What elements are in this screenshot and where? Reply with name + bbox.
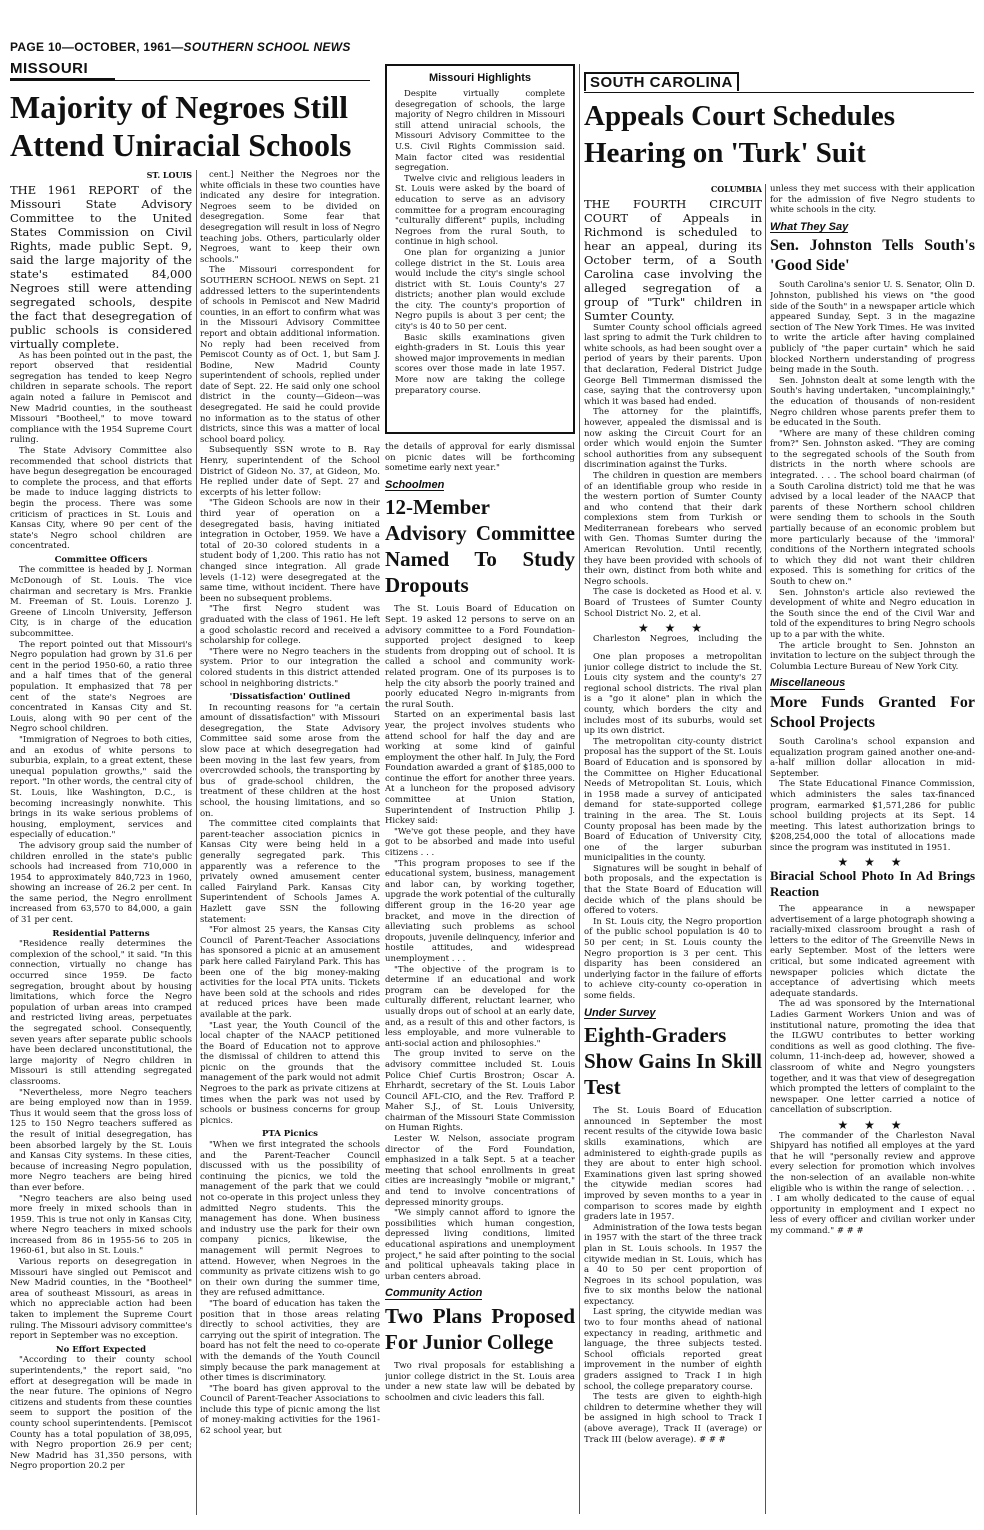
paragraph: unless they met success with their application for the admission of five Negro students to white schools in the city. <box>770 184 975 216</box>
paragraph: Signatures will be sought in behalf of both proposals, and the expectation is that the State Board of Education will decide which of the plans should be offered to voters. <box>584 863 762 917</box>
paragraph: One plan proposes a metropolitan junior college district to include the St. Louis city system and the county's 27 regional school districts. The rival plan is a "go it alone" plan in which the county, which borders the city and includes most of its suburbs, would set up its own district. <box>584 652 762 737</box>
paragraph: "The board of education has taken the position that in those areas relating directly to school activities, they are carrying out the spirit of integration. The board has not felt the need to co-operate with the demands of the Youth Council simply because the park management at other times is discriminatory. <box>200 1298 380 1384</box>
column-3 <box>385 442 575 1517</box>
lead-paragraph: THE FOURTH CIRCUIT COURT of Appeals in Richmond is scheduled to hear an appeal, during its October term, of a South Carolina case involving the alleged segregation of a group of "Turk" children in Sumter County. <box>584 196 762 323</box>
kicker-what-they-say: What They Say <box>770 220 849 233</box>
dateline: ST. LOUIS <box>146 170 192 180</box>
paragraph: "For almost 25 years, the Kansas City Council of Parent-Teacher Associations has sponsored a picnic at an amusement park here called Fairyland Park. This has been one of the big money-making activities for the local PTA units. Tickets have been sold at the schools and rides at reduced prices have been made available at the park. <box>200 925 380 1020</box>
paragraph: "Residence really determines the complexion of the school," it said. "In this connection, virtually no change has occurred since 1959. De facto segregation, brought about by housing limitations, which force the Negro population of urban areas into cramped and restricted living areas, perpetuates the segregated school. Consequently, seven years after separate public schools have been declared unconstitutional, the large majority of Negro children in Missouri is still attending segregated classrooms. <box>10 939 192 1087</box>
separator-stars: ★ ★ ★ <box>837 855 908 870</box>
paper-name: SOUTHERN SCHOOL NEWS <box>183 40 351 54</box>
paragraph: In recounting reasons for "a certain amount of dissatisfaction" with Missouri desegregation, the State Advisory Committee said some arose from the slow pace at which desegregation had been moving in the last few years, from overcrowded schools, the transporting by bus of grade-school children, the treatment of these children at the host school, the housing limitations, and so on. <box>200 702 380 819</box>
section-rule <box>10 80 370 81</box>
funds-headline: More Funds Granted For School Projects <box>770 693 975 731</box>
section-south-carolina: SOUTH CAROLINA <box>584 72 739 91</box>
subhead: Residential Patterns <box>52 928 150 939</box>
paragraph: South Carolina's senior U. S. Senator, Olin D. Johnston, published his views on "the good side of the South" in a newspaper article which appeared Sunday, Sept. 3 in the magazine section of The New York Times. He was invited to write the article after having complained publicly of "the paper curtain" which he said blocked Northern understanding of progress being made in the South. <box>770 280 975 376</box>
section-missouri: MISSOURI <box>10 60 115 80</box>
paragraph: "There were no Negro teachers in the system. Prior to our integration the colored students in this district attended school in neighboring districts." <box>200 646 380 689</box>
paragraph: The State Advisory Committee also recommended that school districts that have begun desegregation be encouraged to complete the process, and that efforts be made to induce lagging districts to begin the process. There was some criticism of practices in St. Louis and Kansas City, where 90 per cent of the state's Negro school children are concentrated. <box>10 445 192 552</box>
continued-text: the details of approval for early dismissal on picnic dates will be forthcoming sometime early next year." <box>385 442 575 474</box>
paragraph: The case is docketed as Hood et al. v. Board of Trustees of Sumter County School District No. 2, et al. <box>584 587 762 619</box>
subhead: No Effort Expected <box>55 1344 147 1355</box>
paragraph: The ad was sponsored by the International Ladies Garment Workers Union and was of institutional nature, promoting the idea that the ILGWU contributes to better working conditions as well as good clothing. The five-column, 11-inch-deep ad, however, showed a classroom of white and Negro youngsters together, and it was that view of desegregation which prompted the letters of complaint to the newspaper. One letter carried a notice of cancellation of subscription. <box>770 999 975 1116</box>
paragraph: "We simply cannot afford to ignore the possibilities which human congestion, depressed living conditions, limited educational aspirations and unemployment project," he said after pointing to the social and political upheavals taking place in urban centers abroad. <box>385 1208 575 1282</box>
column-5 <box>770 184 975 1517</box>
paragraph: "This program proposes to see if the educational system, business, management and labor can, by working together, upgrade the work potential of the culturally different group in the 16-20 year age bracket, and move in the direction of alleviating such problems as school dropouts, juvenile delinquency, inferior and hostile attitudes, and widespread unemployment . . . <box>385 858 575 964</box>
paragraph: Twelve civic and religious leaders in St. Louis were asked by the board of education to serve as an advisory committee for a program encouraging "culturally different" pupils, including Negroes from the rural South, to continue in high school. <box>395 173 565 248</box>
paragraph: "Nevertheless, more Negro teachers are being employed now than in 1959. Thus it would seem that the gross loss of 125 to 150 Negro teachers suffered as the result of initial desegregation, has been absorbed largely by the St. Louis and Kansas City systems. In these cities, because of increasing Negro population, more Negro teachers are being hired than ever before. <box>10 1087 192 1193</box>
paragraph: "We've got these people, and they have got to be absorbed and made into useful citizens . . . <box>385 826 575 859</box>
paragraph: "The objective of the program is to determine if an educational and work program can be developed for the culturally different, reluctant learner, who usually drops out of school at an early date, and, as a result of this and other factors, is less employable, and more vulnerable to anti-social action and philosophies." <box>385 964 575 1049</box>
paragraph: South Carolina's school expansion and equalization program gained another one-and-a-half million dollar allocation in mid-September. <box>770 736 975 779</box>
paragraph: Started on an experimental basis last year, the project involves students who attend school for half the day and are working at some kind of gainful employment the other half. In July, the Ford Foundation awarded a grant of $185,000 to continue the effort for another three years. At a luncheon for the proposed advisory committee at Union Station, Superintendent of Instruction Philip J. Hickey said: <box>385 710 575 827</box>
advisory-headline: 12-Member Advisory Committee Named To Study Dropouts <box>385 495 575 598</box>
paragraph: Administration of the Iowa tests began in 1957 with the start of the three track plan in St. Louis schools. In 1957 the citywide median in St. Louis, which has a 40 to 50 per cent proportion of Negroes in its school population, was five to six months below the national expectancy. <box>584 1222 762 1307</box>
paragraph: Despite virtually complete desegregation of schools, the large majority of Negro children in Missouri still attend uniracial schools, the Missouri Advisory Committee to the U.S. Civil Rights Commission said. Main factor cited was residential segregation. <box>395 89 565 174</box>
sc-column-1 <box>584 184 762 644</box>
paragraph: The metropolitan city-county district proposal has the support of the St. Louis Board of Education and is sponsored by the Committee on Higher Educational Needs of Metropolitan St. Louis, which in 1958 made a survey of anticipated demand for state-supported college training in the area. The St. Louis County proposal has been made by the Board of Education of University City, one of the larger suburban municipalities in the county. <box>584 736 762 864</box>
paragraph: "The board has given approval to the Council of Parent-Teacher Associations to include this type of picnic among the list of money-making activities for the 1961-62 school year, but <box>200 1383 380 1437</box>
paragraph: Lester W. Nelson, associate program director of the Ford Foundation, emphasized in a talk Sept. 5 at a teacher meeting that school enrollments in great cities are increasingly "mobile or migrant," and tend to involve concentrations of depressed minority groups. <box>385 1134 575 1208</box>
junior-college-headline: Two Plans Proposed For Junior College <box>385 1303 575 1354</box>
subhead: PTA Picnics <box>262 1129 318 1140</box>
kicker-schoolmen: Schoolmen <box>385 478 445 491</box>
paragraph: The group invited to serve on the advisory committee included St. Louis Police Chief Curtis Brostron; Oscar A. Ehrhardt, secretary of the St. Louis Labor Council AFL-CIO, and the Rev. Trafford P. Maher S.J., of St. Louis University, chairman of the Missouri State Commission on Human Rights. <box>385 1049 575 1134</box>
section-rule <box>584 92 974 93</box>
paragraph: "When we first integrated the schools and the Parent-Teacher Council discussed with us the possibility of continuing the picnics, we told the management of the park that we could not co-operate in this project unless they admitted Negro students. This the management has done. When business and industry use the park for their own company picnics, likewise, the management will permit Negroes to attend. However, when Negroes in the community as private citizens wish to go on their own during the summer time, they are refused admittance. <box>200 1140 380 1299</box>
paragraph: The committee is headed by J. Norman McDonough of St. Louis. The vice chairman and secretary is Mrs. Frankie M. Freeman of St. Louis. Lorenzo J. Greene of Lincoln University, Jefferson City, is in charge of the education subcommittee. <box>10 565 192 640</box>
paragraph: "Negro teachers are also being used more freely in mixed schools than in 1959. This is true not only in Kansas City, where Negro teachers in mixed schools increased from 86 in 1955-56 to 205 in 1960-61, but also in St. Louis." <box>10 1193 192 1257</box>
johnston-headline: Sen. Johnston Tells South's 'Good Side' <box>770 237 975 275</box>
column-4-lower <box>584 652 762 1517</box>
paragraph: The State Educational Finance Commission, which administers the sales tax-financed program, earmarked $1,571,286 for public school building projects at its Sept. 14 meeting. This latest authorization brings to $208,254,000 the total of allocations made since the program was instituted in 1951. <box>770 779 975 853</box>
paragraph: Sen. Johnston dealt at some length with the South's having undertaken, "uncomplainingly," the education of thousands of non-resident Negro children whose parents prefer them to be educated in the South. <box>770 375 975 429</box>
photo-headline: Biracial School Photo In Ad Brings Reaction <box>770 868 975 900</box>
running-head <box>10 40 570 54</box>
subhead: Committee Officers <box>54 554 148 565</box>
kicker-community-action: Community Action <box>385 1287 483 1300</box>
subhead: 'Dissatisfaction' Outlined <box>229 692 351 703</box>
separator-stars: ★ ★ ★ <box>837 1117 908 1132</box>
paragraph: The commander of the Charleston Naval Shipyard has notified all employes at the yard that he will "personally review and approve every selection for promotion which involves the non-selection of an available non-white eligible who is within the range of selection. . . . I am wholly dedicated to the cause of equal opportunity in employment and I expect no less of every officer and civilian worker under my command." # # # <box>770 1130 975 1236</box>
kicker-under-survey: Under Survey <box>584 1006 656 1019</box>
paragraph: cent.] Neither the Negroes nor the white officials in these two counties have indicated any desire for integration. Negroes seem to be divided on desegregation. Some fear that desegregation will result in loss of Negro teaching jobs. Others, particularly older Negroes, want to keep their own schools." <box>200 170 380 265</box>
page-dateline: PAGE 10—OCTOBER, 1961— <box>10 40 184 54</box>
paragraph: The report pointed out that Missouri's Negro population had grown by 31.6 per cent in the period 1950-60, a ratio three and a half times that of the general population. It emphasized that 78 per cent of the state's Negroes are concentrated in Kansas City and St. Louis, along with 90 per cent of the Negro school children. <box>10 639 192 735</box>
paragraph: Last spring, the citywide median was two to four months ahead of national expectancy in reading, arithmetic and language, the three subjects tested. School officials reported great improvement in the number of eighth graders assigned to Track I in high school, the college preparatory course. <box>584 1307 762 1392</box>
paragraph: Charleston Negroes, including the <box>593 633 762 644</box>
paragraph: The tests are given to eighth-high children to determine whether they will be assigned in high school to Track I (above average), Track II (average) or Track III (below average). # # # <box>584 1392 762 1445</box>
paragraph: Various reports on desegregation in Missouri have singled out Pemiscot and New Madrid counties, in the "Bootheel" area of southeast Missouri, as areas in which no appreciable action had been taken to implement the Supreme Court ruling. The Missouri advisory committee's report in September was no exception. <box>10 1257 192 1342</box>
kicker-miscellaneous: Miscellaneous <box>770 677 846 690</box>
highlights-box <box>385 64 575 434</box>
paragraph: "Last year, the Youth Council of the local chapter of the NAACP petitioned the Board of Education not to approve the dismissal of children to attend this picnic on the grounds that the management of the park would not admit Negroes to the park as private citizens at times when the park was not used by schools or business concerns for group picnics. <box>200 1020 380 1126</box>
sc-headline: Appeals Court Schedules Hearing on 'Turk' Suit <box>584 100 895 169</box>
separator-stars: ★ ★ ★ <box>638 621 708 636</box>
missouri-headline: Majority of Negroes Still Attend Uniracial Schools <box>10 89 352 163</box>
eighth-graders-headline: Eighth-Graders Show Gains In Skill Test <box>584 1023 762 1100</box>
paragraph: "Where are many of these children coming from?" Sen. Johnston asked. "They are coming to the segregated schools of the South from districts in the north where schools are integrated. . . . The school board chairman (of a South Carolina district) told me that he was advised by a local leader of the NAACP that parents of these Northern school children were sending them to schools in the South partially because of an economic problem but more particularly because of the 'immoral' conditions of the Northern integrated schools to which they did not want their children exposed. This is something for critics of the South to chew on." <box>770 428 975 587</box>
paragraph: The children in question are members of an identifiable group who reside in the western portion of Sumter County and who contend that their dark complexions stem from Turkish or Mediterranean forebears who served with Gen. Thomas Sumter during the American Revolution. Until recently, they have been provided with schools of their own, distinct from both white and Negro schools. <box>584 470 762 587</box>
missouri-column-1 <box>10 170 192 1515</box>
paragraph: "Immigration of Negroes to both cities, and an exodus of white persons to suburbia, explain, to a great extent, these unequal population growths," said the report. "In other words, the central city of St. Louis, like Washington, D.C., is becoming increasingly nonwhite. This brings in its wake serious problems of housing, employment, services and especially of education." <box>10 734 192 841</box>
paragraph: As has been pointed out in the past, the report observed that residential segregation has tended to keep Negro children in separate schools. The report again noted a failure in Pemiscot and New Madrid counties, in the southeast Missouri "Bootheel," to move toward compliance with the 1954 Supreme Court ruling. <box>10 350 192 446</box>
missouri-column-2 <box>200 170 380 1515</box>
paragraph: The attorney for the plaintiffs, however, appealed the dismissal and is now asking the Circuit Court for an order which would enjoin the Sumter school authorities from any subsequent discrimination against the Turks. <box>584 407 762 471</box>
paragraph: The advisory group said the number of children enrolled in the state's public schools had increased from 710,000 in 1954 to approximately 840,723 in 1960, showing an increase of 26.2 per cent. In the same period, the Negro enrollment increased from 63,570 to 84,000, a gain of 31 per cent. <box>10 840 192 926</box>
paragraph: Basic skills examinations given eighth-graders in St. Louis this year showed major improvements in median scores over those made in late 1957. More now are taking the college preparatory course. <box>395 332 565 396</box>
paragraph: The appearance in a newspaper advertisement of a large photograph showing a racially-mixed classroom brought a rash of letters to the editor of The Greenville News in early September. Most of the letters were critical, but some indicated agreement with newspaper policies which dictate the acceptance of advertising which meets adequate standards. <box>770 904 975 999</box>
column-rule <box>765 184 766 1514</box>
paragraph: Subsequently SSN wrote to B. Ray Henry, superintendent of the School District of Gideon No. 37, at Gideon, Mo. He replied under date of Sept. 27 and excerpts of his letter follow: <box>200 445 380 498</box>
paragraph: Sen. Johnston's article also reviewed the development of white and Negro education in the South since the end of the Civil War and told of the expenditures to bring Negro schools up to a par with the white. <box>770 587 975 640</box>
paragraph: Two rival proposals for establishing a junior college district in the St. Louis area under a new state law will be debated by schoolmen and civic leaders this fall. <box>385 1360 575 1403</box>
lead-paragraph: THE 1961 REPORT of the Missouri State Advisory Committee to the United States Commission on Civil Rights, made public Sept. 9, said the large majority of the state's estimated 84,000 Negroes still were attending segregated schools, despite the fact that desegregation of public schools is considered virtually complete. <box>10 182 192 351</box>
paragraph: The article brought to Sen. Johnston an invitation to lecture on the subject through the Columbia Lecture Bureau of New York City. <box>770 640 975 672</box>
paragraph: "The Gideon Schools are now in their third year of operation on a desegregated basis, having initiated integration in October, 1959. We have a total of 20-30 colored students in a student body of 1,200. This ratio has not changed since integration. All grade levels (1-12) were desegregated at the same time, without incident. There have been no subsequent problems. <box>200 498 380 604</box>
paragraph: "According to their county school superintendents," the report said, "no effort at desegregation will be made in the near future. The opinions of Negro citizens and students from these counties seem to support the position of the county school superintendents. [Pemiscot County has a total population of 38,095, with Negro proportion 26.9 per cent; New Madrid has 31,350 persons, with Negro proportion 20.2 per <box>10 1355 192 1472</box>
paragraph: The St. Louis Board of Education announced in September the most recent results of the citywide Iowa basic skills examinations, which are administered to eighth-grade pupils as they are about to enter high school. Examinations given last spring showed the citywide median scores had improved by seven months to a year in comparison to scores made by eighth graders late in 1957. <box>584 1106 762 1223</box>
paragraph: The Missouri correspondent for SOUTHERN SCHOOL NEWS on Sept. 21 addressed letters to the superintendents of schools in Pemiscot and New Madrid counties, in an effort to confirm what was in the Missouri Advisory Committee report and obtain additional information. No reply had been received from Pemiscot County as of Oct. 1, but Sam J. Bodine, New Madrid County superintendent of schools, replied under date of Sept. 22. He said only one school district in the county—Gideon—was desegregated. He said he could provide no information as to the status of other districts, since this was a matter of local school board policy. <box>200 265 380 445</box>
paragraph: Sumter County school officials agreed last spring to admit the Turk children to white schools, as had been sought over a period of years by their parents. Upon that declaration, Federal District Judge George Bell Timmerman dismissed the case, saying that the controversy upon which it was based had ended. <box>584 322 762 407</box>
column-rule <box>196 170 197 1515</box>
paragraph: In St. Louis city, the Negro proportion of the public school population is 40 to 50 per cent; in St. Louis county the Negro proportion is 3 per cent. This disparity has been considered an underlying factor in the failure of efforts to achieve city-county co-operation in some fields. <box>584 916 762 1001</box>
paragraph: The St. Louis Board of Education on Sept. 19 asked 12 persons to serve on an advisory committee to a Ford Foundation-supported project designed to keep students from dropping out of school. It is called a school and community work-related program. One of its purposes is to help the city absorb the poorly trained and poorly educated Negro in-migrants from the rural South. <box>385 604 575 710</box>
highlights-title: Missouri Highlights <box>428 72 532 84</box>
paragraph: One plan for organizing a junior college district in the St. Louis area would include the city's single school district with St. Louis County's 27 districts; another plan would exclude the city. The county's proportion of Negro pupils is about 3 per cent; the city's is 40 to 50 per cent. <box>395 247 565 333</box>
paragraph: "The first Negro student was graduated with the class of 1961. He left a good scholastic record and received a scholarship for college. <box>200 604 380 647</box>
column-rule <box>579 64 580 1514</box>
dateline: COLUMBIA <box>710 184 762 194</box>
paragraph: The committee cited complaints that parent-teacher association picnics in Kansas City were being held in a generally segregated park. This apparently was a reference to the privately owned amusement center called Fairyland Park. Kansas City Superintendent of Schools James A. Hazlett gave SSN the following statement: <box>200 819 380 925</box>
